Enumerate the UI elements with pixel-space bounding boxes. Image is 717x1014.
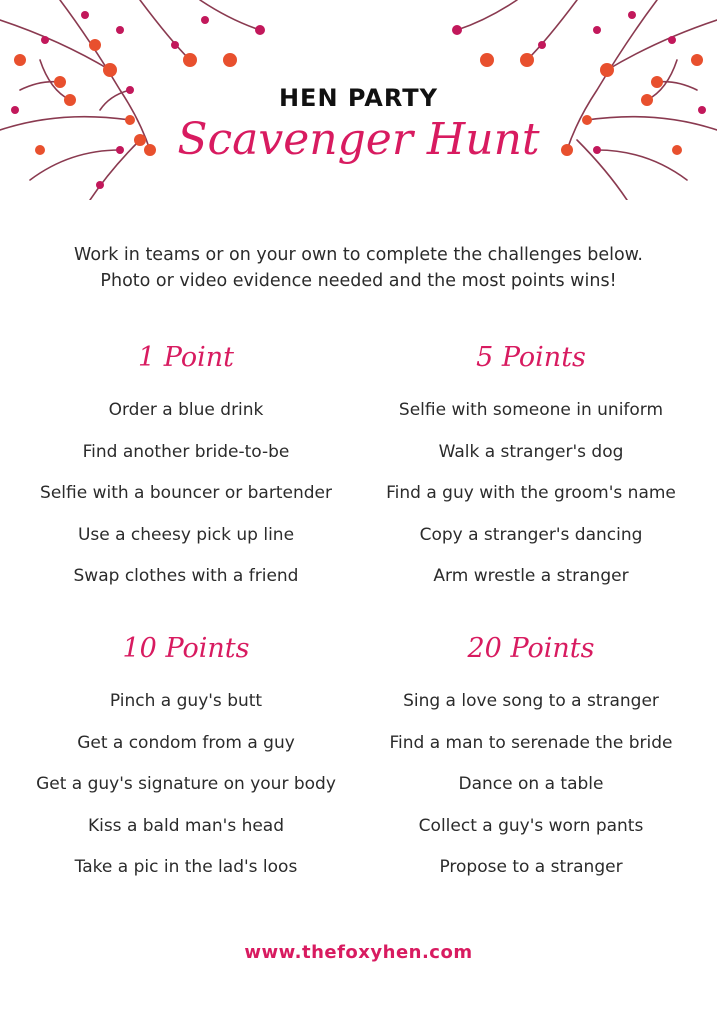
section-heading: 5 Points	[476, 342, 586, 373]
challenge-list	[352, 690, 710, 898]
challenge-item: Collect a guy's worn pants	[418, 815, 644, 836]
header-kicker: HEN PARTY	[278, 84, 439, 112]
section-heading: 1 Point	[138, 342, 234, 373]
challenge-item: Copy a stranger's dancing	[419, 524, 643, 545]
challenge-item: Kiss a bald man's head	[87, 815, 285, 836]
website-link[interactable]: www.thefoxyhen.com	[244, 942, 473, 963]
challenge-item: Use a cheesy pick up line	[77, 524, 295, 545]
challenge-item: Find a man to serenade the bride	[389, 732, 673, 753]
challenge-item: Propose to a stranger	[439, 857, 623, 877]
challenge-list	[7, 690, 365, 898]
section-heading: 10 Points	[122, 633, 250, 664]
challenge-item: Selfie with someone in uniform	[398, 400, 664, 420]
intro-text	[40, 242, 677, 294]
challenge-item: Dance on a table	[458, 774, 604, 794]
page-title: Scavenger Hunt	[177, 114, 540, 165]
challenge-item: Order a blue drink	[108, 400, 264, 420]
section-1-point	[7, 343, 365, 607]
section-5-points	[352, 343, 710, 607]
challenge-item: Sing a love song to a stranger	[403, 691, 659, 711]
challenge-list	[7, 399, 365, 607]
challenge-list	[352, 399, 710, 607]
challenge-item: Pinch a guy's butt	[109, 691, 263, 711]
challenge-item: Take a pic in the lad's loos	[74, 857, 298, 877]
challenge-item: Find another bride-to-be	[82, 441, 290, 462]
section-20-points	[352, 634, 710, 898]
intro-line-2: Photo or video evidence needed and the most points wins!	[100, 271, 617, 291]
section-10-points	[7, 634, 365, 898]
challenge-item: Get a condom from a guy	[77, 732, 295, 753]
challenge-item: Arm wrestle a stranger	[433, 566, 629, 586]
challenge-item: Walk a stranger's dog	[438, 441, 624, 462]
challenge-item: Find a guy with the groom's name	[386, 483, 676, 503]
challenge-item: Swap clothes with a friend	[73, 566, 299, 586]
challenge-item: Selfie with a bouncer or bartender	[40, 483, 332, 503]
section-heading: 20 Points	[467, 633, 595, 664]
intro-line-1: Work in teams or on your own to complete the challenges below.	[74, 245, 643, 265]
challenge-item: Get a guy's signature on your body	[36, 774, 336, 794]
